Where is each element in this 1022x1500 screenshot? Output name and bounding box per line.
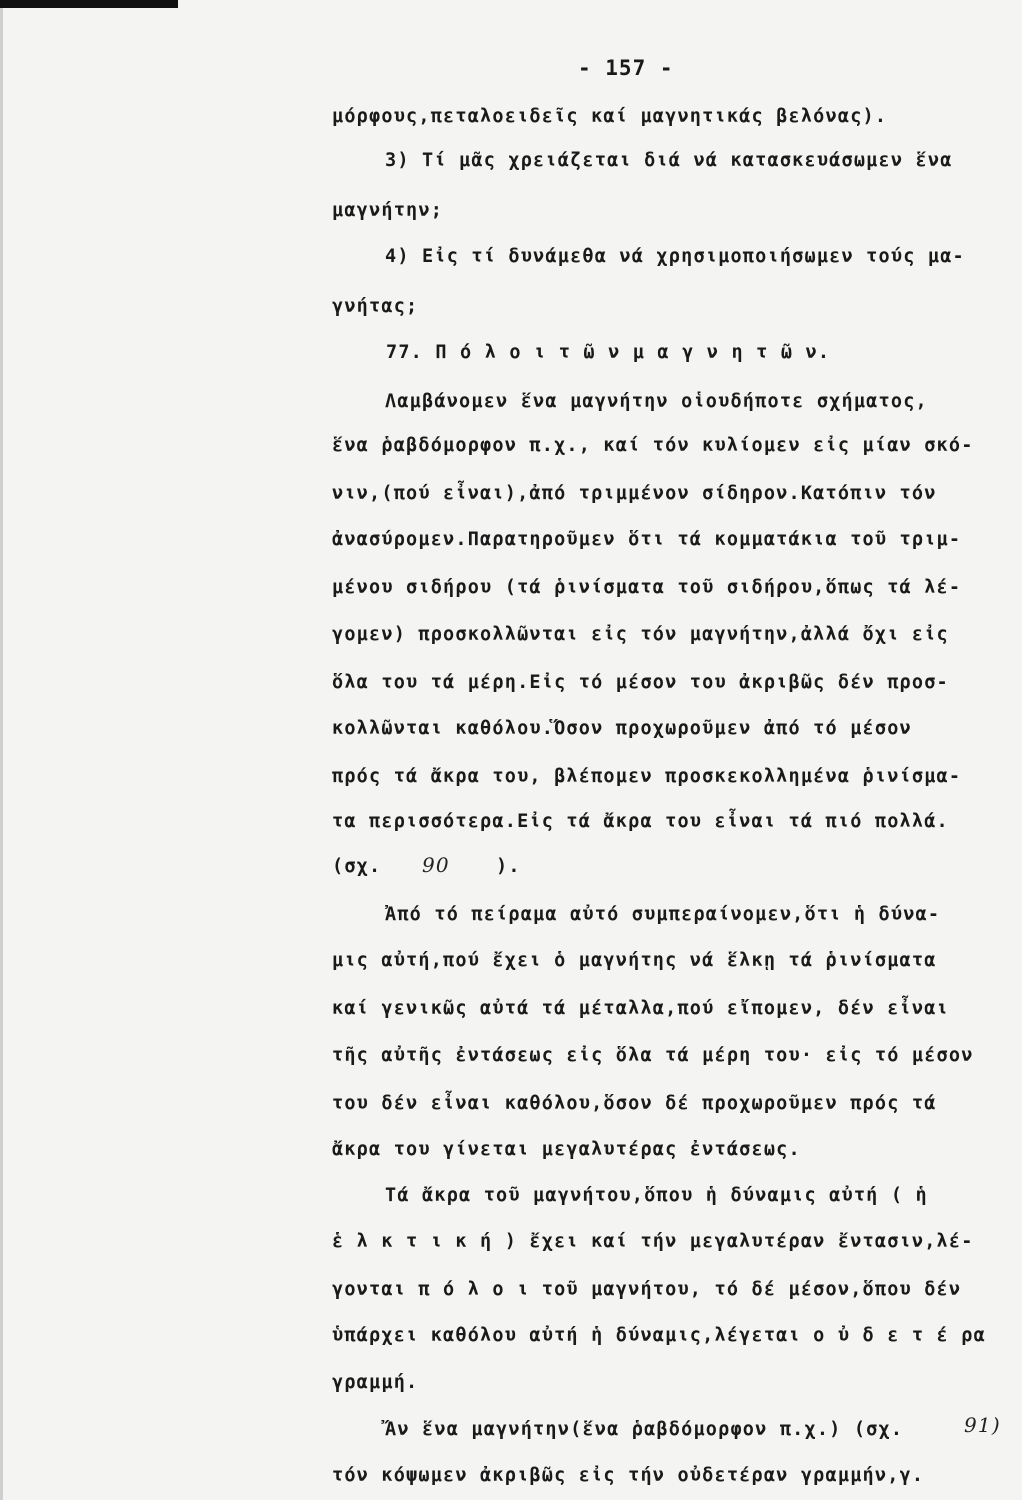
figure-ref-close: ). [496,856,521,877]
figure-number-handwritten: 90 [422,853,450,877]
text-line: μαγνήτην; [332,200,444,221]
text-line: τόν κόψωμεν ἀκριβῶς εἰς τήν οὐδετέραν γραμμήν,γ. [332,1465,925,1486]
text-line: Ἄν ἕνα μαγνήτην(ἕνα ῥαβδόμορφον π.χ.) (σχ. [385,1419,904,1440]
text-line: πρός τά ἄκρα του, βλέπομεν προσκεκολλημένα ῥινίσμα- [332,766,962,787]
text-line: Ἀπό τό πείραμα αὐτό συμπεραίνομεν,ὅτι ἡ δύνα- [385,904,941,925]
text-line: γραμμή. [332,1372,419,1393]
figure-number-handwritten: 91) [964,1413,1001,1437]
text-line: ὑπάρχει καθόλου αὐτή ἡ δύναμις,λέγεται ο ὐ δ ε τ έ ρα [332,1325,986,1346]
text-line: ἑ λ κ τ ι κ ή ) ἔχει καί τήν μεγαλυτέραν ἔντασιν,λέ- [332,1231,974,1252]
text-line: τῆς αὐτῆς ἐντάσεως εἰς ὅλα τά μέρη του· εἰς τό μέσον [332,1045,974,1066]
text-line: ὅλα του τά μέρη.Εἰς τό μέσον του ἀκριβῶς δέν προσ- [332,672,949,693]
text-line: καί γενικῶς αὐτά τά μέταλλα,πού εἴπομεν, δέν εἶναι [332,998,949,1019]
text-line: μένου σιδήρου (τά ῥινίσματα τοῦ σιδήρου,ὅπως τά λέ- [332,577,962,598]
text-line: ἄκρα του γίνεται μεγαλυτέρας ἐντάσεως. [332,1139,801,1160]
text-line: Τά ἄκρα τοῦ μαγνήτου,ὅπου ἡ δύναμις αὐτή ( ἡ [385,1185,928,1206]
text-line: του δέν εἶναι καθόλου,ὅσον δέ προχωροῦμεν πρός τά [332,1093,937,1114]
text-line: μόρφους,πεταλοειδεῖς καί μαγνητικάς βελόνας). [332,106,888,127]
text-line: ἕνα ῥαβδόμορφον π.χ., καί τόν κυλίομεν εἰς μίαν σκό- [332,435,974,456]
text-line: μις αὐτή,πού ἔχει ὁ μαγνήτης νά ἕλκῃ τά ῥινίσματα [332,950,937,971]
text-line: γομεν) προσκολλῶνται εἰς τόν μαγνήτην,ἀλλά ὄχι εἰς [332,624,949,645]
text-line: Λαμβάνομεν ἕνα μαγνήτην οἱουδήποτε σχήματος, [385,391,928,412]
text-line: τα περισσότερα.Εἰς τά ἄκρα του εἶναι τά πιό πολλά. [332,811,949,832]
page-number: - 157 - [578,56,674,80]
figure-ref-open: (σχ. [332,856,382,877]
text-line: γνήτας; [332,296,419,317]
text-line: ἀνασύρομεν.Παρατηροῦμεν ὅτι τά κομματάκια τοῦ τριμ- [332,529,962,550]
text-line: 4) Εἰς τί δυνάμεθα νά χρησιμοποιήσωμεν τούς μα- [385,246,965,267]
text-line: 3) Τί μᾶς χρειάζεται διά νά κατασκευάσωμεν ἕνα [385,150,953,171]
text-line: γονται π ό λ ο ι τοῦ μαγνήτου, τό δέ μέσον,ὅπου δέν [332,1279,962,1300]
text-line: νιν,(πού εἶναι),ἀπό τριμμένον σίδηρον.Κατόπιν τόν [332,483,937,504]
text-line: κολλῶνται καθόλου.Ὅσον προχωροῦμεν ἀπό τό μέσον [332,718,912,739]
section-heading: 77. Π ό λ ο ι τ ῶ ν μ α γ ν η τ ῶ ν. [386,342,831,363]
